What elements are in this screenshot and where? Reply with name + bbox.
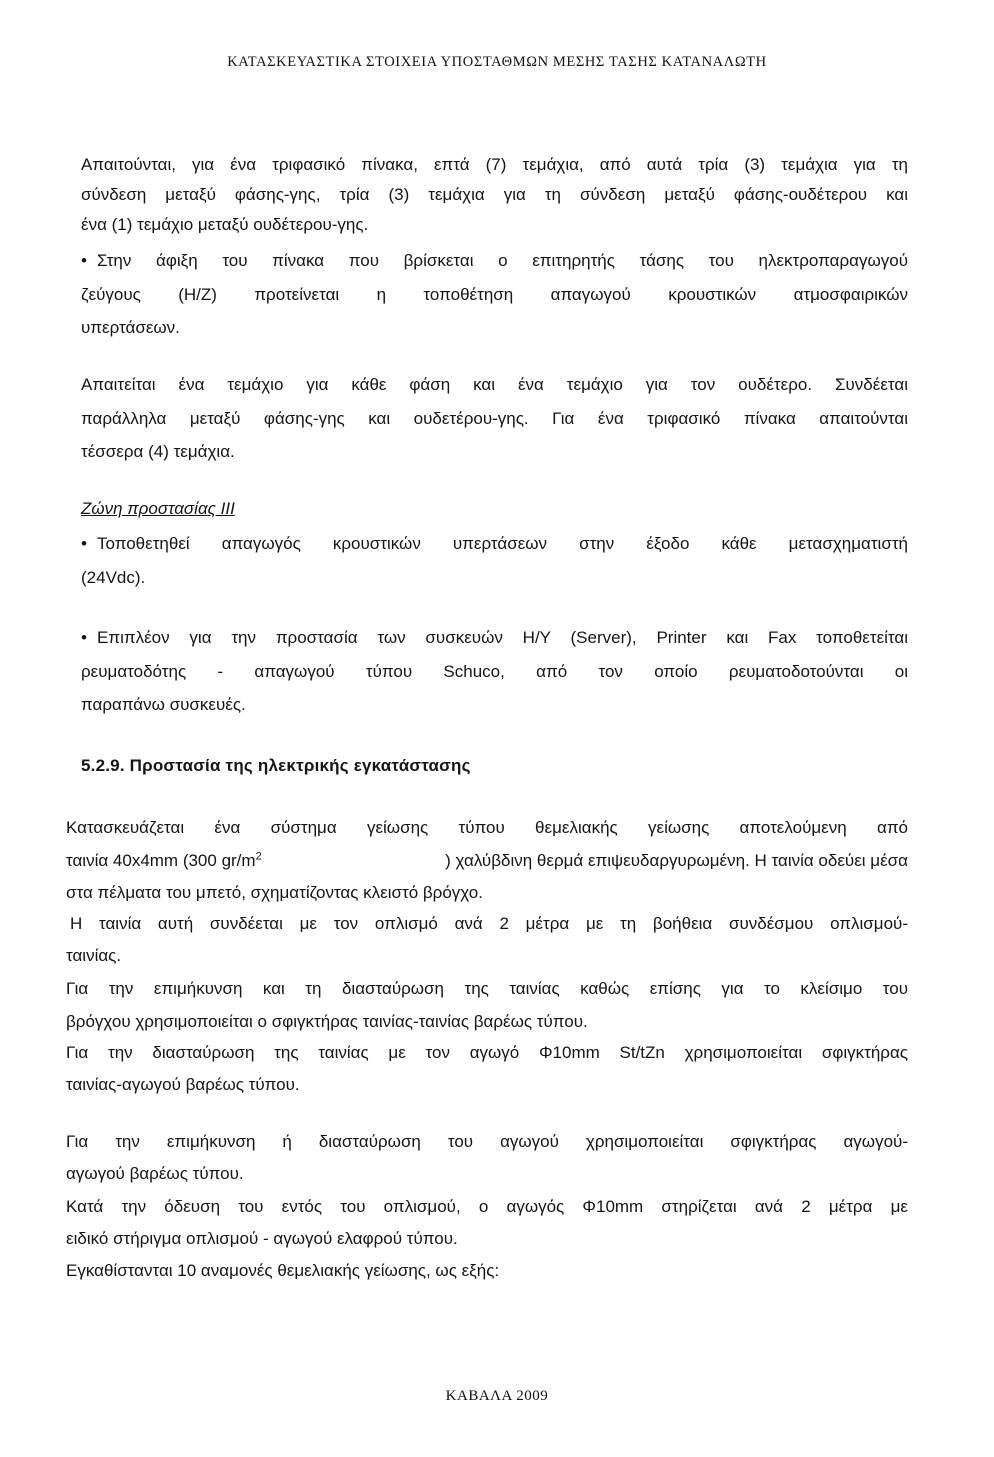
paragraph-line: Απαιτείται ένα τεμάχιο για κάθε φάση και ένα τεμάχιο για τον ουδέτερο. Συνδέεται — [81, 375, 908, 394]
paragraph-line: σύνδεση μεταξύ φάσης-γης, τρία (3) τεμάχια για τη σύνδεση μεταξύ φάσης-ουδέτερου και — [81, 185, 908, 204]
bullet-line: ρευματοδότης - απαγωγού τύπου Schuco, από τον οποίο ρευματοδοτούνται οι — [81, 662, 908, 681]
paragraph-line: τέσσερα (4) τεμάχια. — [81, 442, 235, 461]
bullet-line: ζεύγους (Η/Ζ) προτείνεται η τοποθέτηση απαγωγού κρουστικών ατμοσφαιρικών — [81, 285, 908, 304]
section-line: αγωγού βαρέως τύπου. — [66, 1164, 244, 1183]
section-line: ταινίας-αγωγού βαρέως τύπου. — [66, 1075, 300, 1094]
bullet-marker: • — [81, 628, 87, 647]
bullet-line: Στην άφιξη του πίνακα που βρίσκεται ο επιτηρητής τάσης του ηλεκτροπαραγωγού — [97, 251, 908, 270]
page-header: ΚΑΤΑΣΚΕΥΑΣΤΙΚΑ ΣΤΟΙΧΕΙΑ ΥΠΟΣΤΑΘΜΩΝ ΜΕΣΗΣ ΤΑΣΗΣ ΚΑΤΑΝΑΛΩΤΗ — [227, 54, 767, 70]
section-line: Για την επιμήκυνση ή διασταύρωση του αγωγού χρησιμοποιείται σφιγκτήρας αγωγού- — [66, 1132, 908, 1151]
paragraph-line: Απαιτούνται, για ένα τριφασικό πίνακα, επτά (7) τεμάχια, από αυτά τρία (3) τεμάχια για τη — [81, 155, 908, 174]
bullet-line: Τοποθετηθεί απαγωγός κρουστικών υπερτάσεων στην έξοδο κάθε μετασχηματιστή — [97, 534, 908, 553]
section-line: Εγκαθίστανται 10 αναμονές θεμελιακής γείωσης, ως εξής: — [66, 1261, 500, 1280]
section-line: Για την διασταύρωση της ταινίας με τον αγωγό Φ10mm St/tZn χρησιμοποιείται σφιγκτήρας — [66, 1043, 908, 1062]
paragraph-line: ένα (1) τεμάχιο μεταξύ ουδέτερου-γης. — [81, 215, 369, 234]
section-line: βρόγχου χρησιμοποιείται ο σφιγκτήρας ταινίας-ταινίας βαρέως τύπου. — [66, 1012, 588, 1031]
section-line: Κατασκευάζεται ένα σύστημα γείωσης τύπου θεμελιακής γείωσης αποτελούμενη από — [66, 818, 908, 837]
section-line-part: ταινία 40x4mm (300 $gr/m^2$ — [66, 850, 262, 870]
bullet-marker: • — [81, 251, 87, 270]
page-footer: ΚΑΒΑΛΑ 2009 — [445, 1388, 549, 1404]
superscript: 2 — [255, 850, 262, 863]
bullet-line: υπερτάσεων. — [81, 318, 180, 337]
section-line: Για την επιμήκυνση και τη διασταύρωση της ταινίας καθώς επίσης για το κλείσιμο του — [66, 979, 908, 998]
paragraph-line: παράλληλα μεταξύ φάσης-γης και ουδετέρου-γης. Για ένα τριφασικό πίνακα απαιτούνται — [81, 409, 908, 428]
bullet-line: (24Vdc). — [81, 568, 146, 587]
section-line-compound — [66, 851, 908, 871]
section-line: Κατά την όδευση του εντός του οπλισμού, ο αγωγός Φ10mm στηρίζεται ανά 2 μέτρα με — [66, 1197, 908, 1216]
section-heading: 5.2.9. Προστασία της ηλεκτρικής εγκατάστασης — [81, 756, 471, 775]
bullet-marker: • — [81, 534, 87, 553]
section-line-part: ) χαλύβδινη θερμά επιψευδαργυρωμένη. Η ταινία οδεύει μέσα — [445, 851, 908, 870]
section-line: ειδικό στήριγμα οπλισμού - αγωγού ελαφρού τύπου. — [66, 1229, 458, 1248]
bullet-line: Επιπλέον για την προστασία των συσκευών Η/Υ (Server), Printer και Fax τοποθετείται — [97, 628, 908, 647]
bullet-line: παραπάνω συσκευές. — [81, 695, 246, 714]
section-line: Η ταινία αυτή συνδέεται με τον οπλισμό ανά 2 μέτρα με τη βοήθεια συνδέσμου οπλισμού- — [70, 914, 908, 933]
zone-heading: Ζώνη προστασίας ΙΙΙ — [81, 499, 235, 518]
section-line: στα πέλματα του μπετό, σχηματίζοντας κλειστό βρόγχο. — [66, 883, 483, 902]
section-line: ταινίας. — [66, 946, 122, 965]
